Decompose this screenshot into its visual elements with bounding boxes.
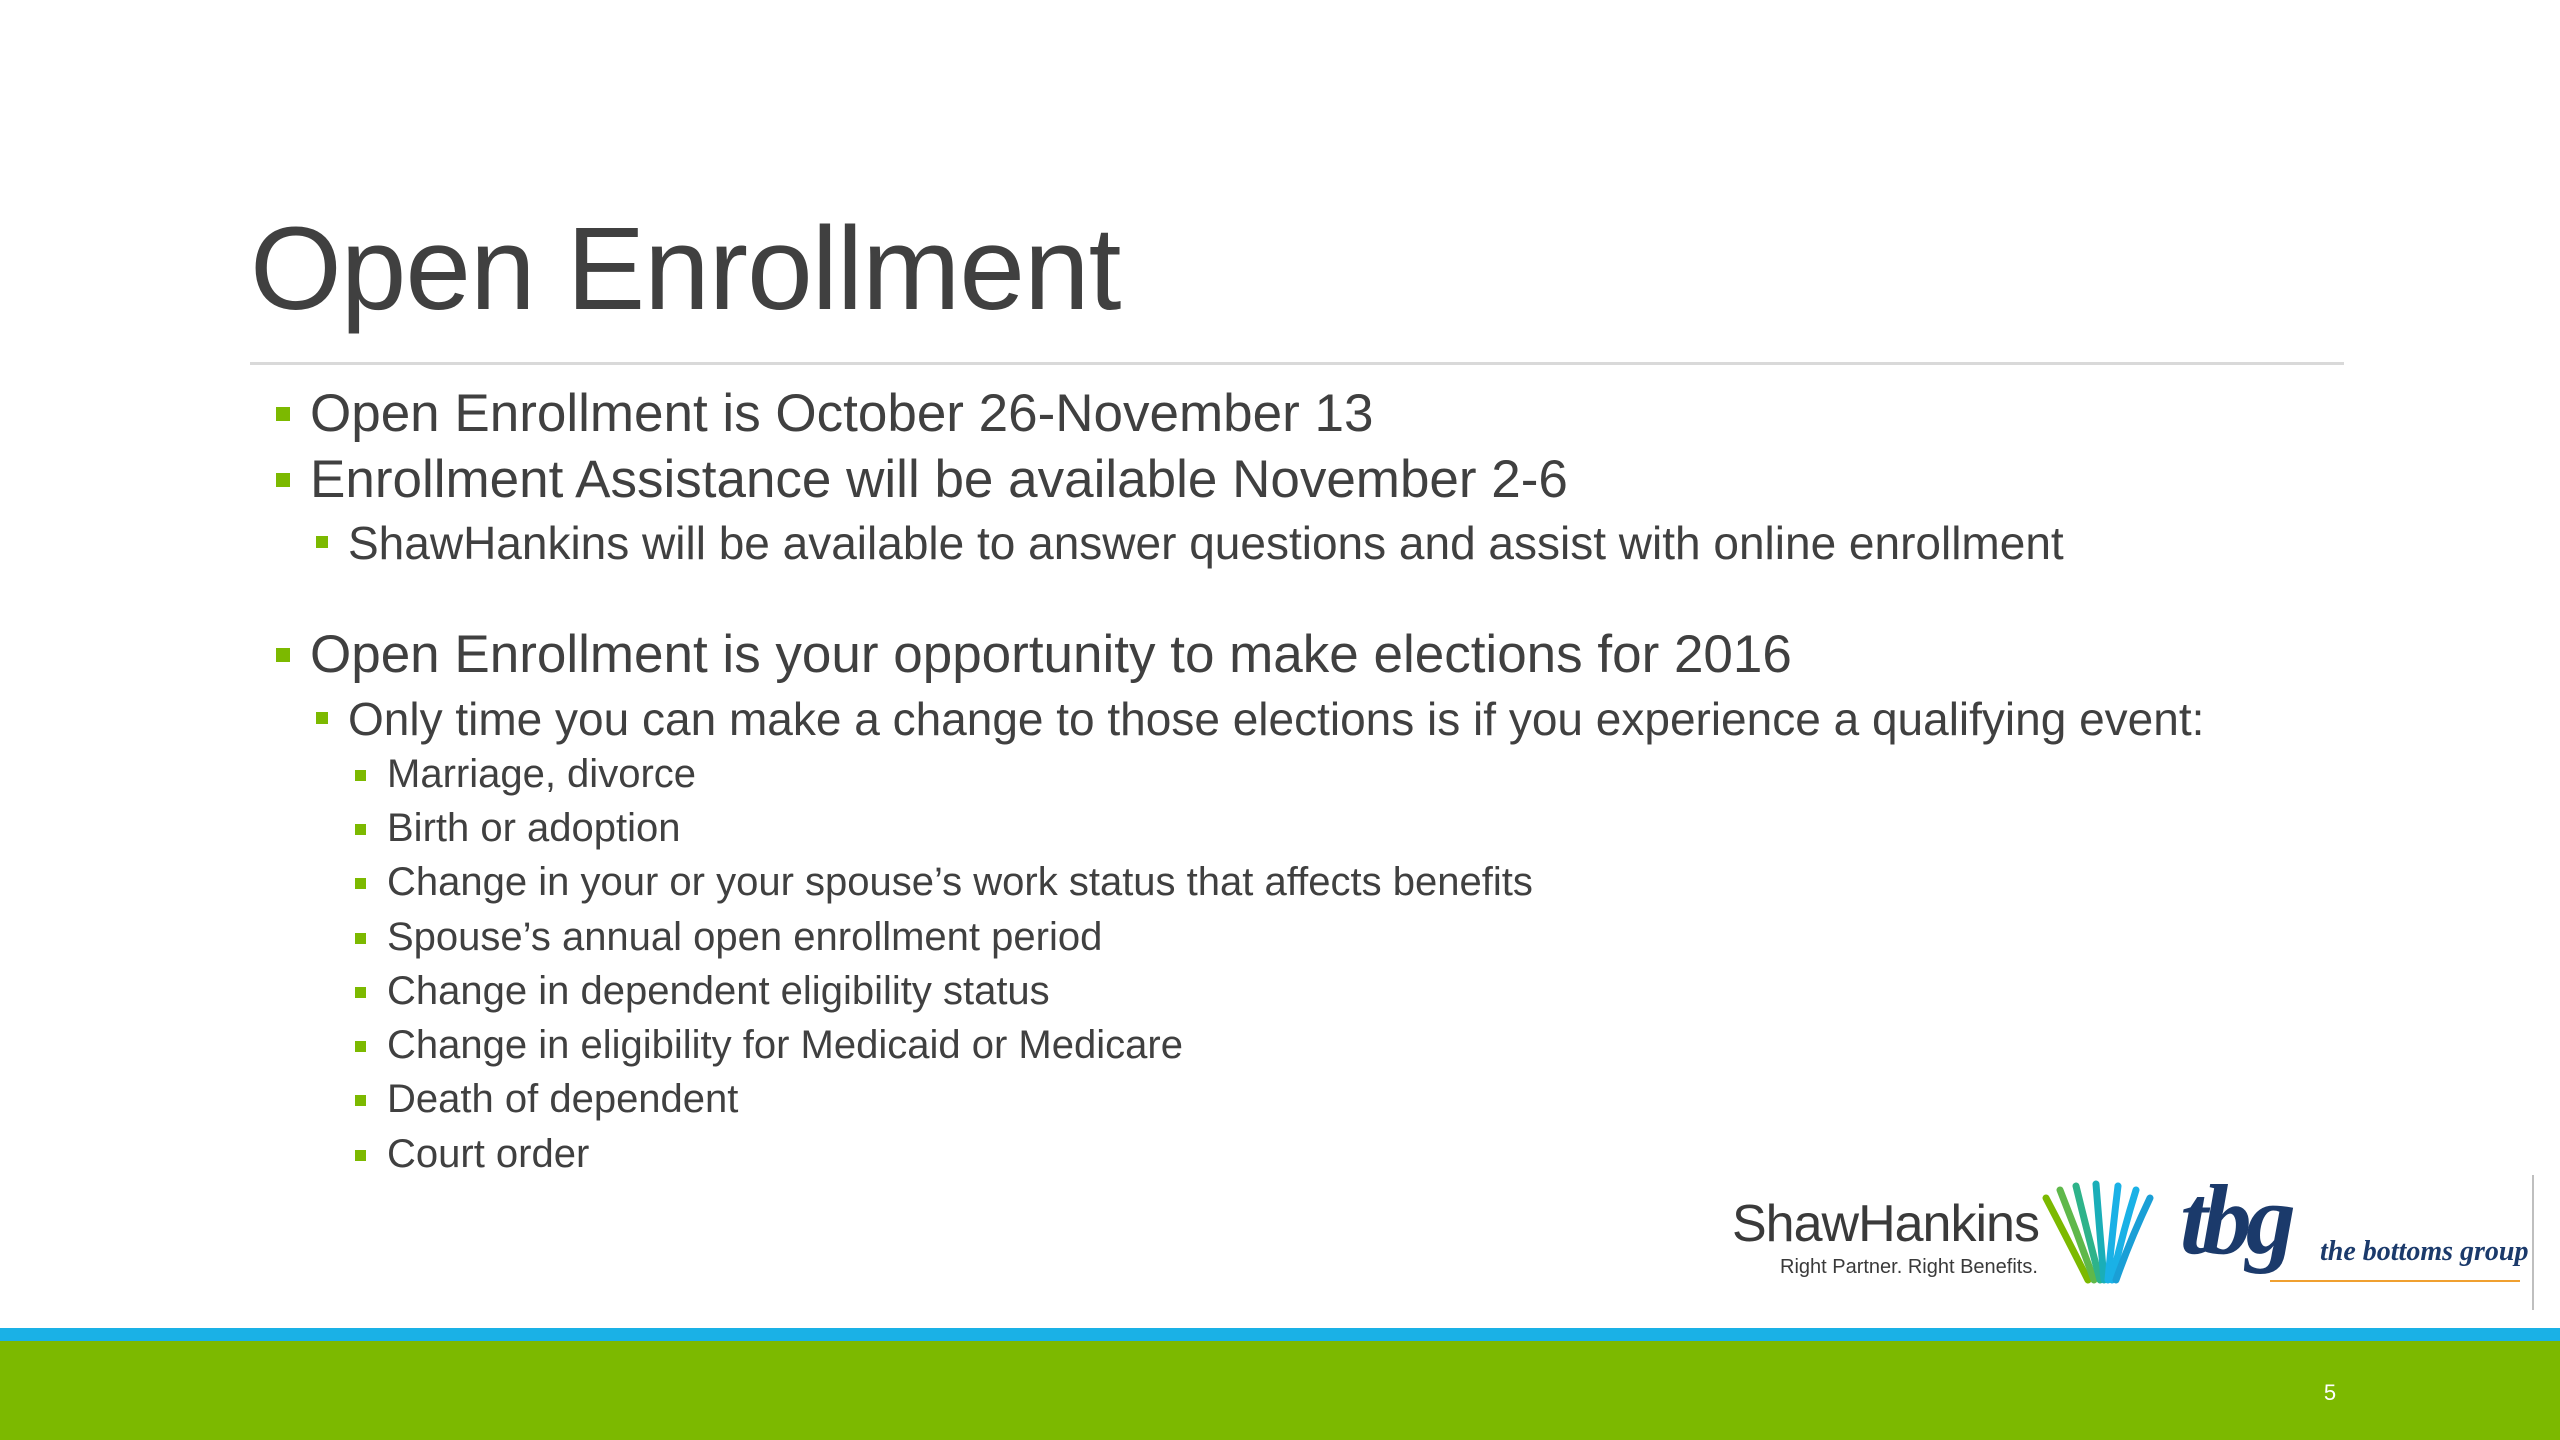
bullet-item [348,516,2064,570]
bullet-text: ShawHankins will be available to answer questions and assist with online enrollment [348,517,2064,569]
tbg-logo-underline [2270,1280,2520,1282]
square-bullet-icon [316,536,328,548]
tbg-logo-mark: tbg [2180,1164,2290,1275]
square-bullet-icon [276,648,290,662]
bullet-item [310,449,1568,510]
square-bullet-icon [355,987,366,998]
slide-title: Open Enrollment [250,203,1121,335]
square-bullet-icon [355,933,366,944]
square-bullet-icon [355,1150,366,1161]
square-bullet-icon [276,407,290,421]
bullet-item [387,806,681,851]
bullet-text: Marriage, divorce [387,752,697,796]
footer-green-band [0,1341,2560,1440]
square-bullet-icon [355,770,366,781]
bullet-item [348,692,2204,746]
footer-blue-band [0,1328,2560,1341]
bullet-text: Change in eligibility for Medicaid or Medicare [387,1023,1183,1067]
square-bullet-icon [355,1095,366,1106]
bullet-item [310,624,1792,685]
bullet-text: Birth or adoption [387,806,681,850]
bullet-text: Death of dependent [387,1077,739,1121]
bullet-item [387,969,1050,1014]
bullet-text: Open Enrollment is October 26-November 13 [310,384,1374,443]
bullet-item [387,1077,738,1122]
bullet-text: Change in your or your spouse’s work status that affects benefits [387,860,1533,904]
bullet-item [387,915,1102,960]
bullet-item [387,1132,589,1177]
bullet-text: Open Enrollment is your opportunity to make elections for 2016 [310,625,1792,684]
bullet-item [387,1023,1183,1068]
bullet-text: Court order [387,1132,590,1176]
bullet-item [310,383,1373,444]
bullet-text: Only time you can make a change to those elections is if you experience a qualifying event: [348,693,2205,745]
bullet-item [387,860,1533,905]
square-bullet-icon [355,1041,366,1052]
logo-divider [2532,1175,2534,1310]
tbg-logo-text: the bottoms group [2320,1236,2529,1267]
bullet-text: Spouse’s annual open enrollment period [387,915,1103,959]
square-bullet-icon [316,712,328,724]
square-bullet-icon [355,878,366,889]
shawhankins-tagline: Right Partner. Right Benefits. [1780,1256,2038,1278]
square-bullet-icon [276,473,290,487]
shawhankins-fan-logo-icon [2038,1180,2158,1290]
logo-area [1720,1164,2540,1310]
bullet-item [387,752,696,797]
square-bullet-icon [355,824,366,835]
bullet-text: Change in dependent eligibility status [387,969,1050,1013]
page-number: 5 [2323,1380,2337,1405]
shawhankins-logo-text: ShawHankins [1732,1195,2039,1253]
bullet-text: Enrollment Assistance will be available November 2-6 [310,450,1568,509]
